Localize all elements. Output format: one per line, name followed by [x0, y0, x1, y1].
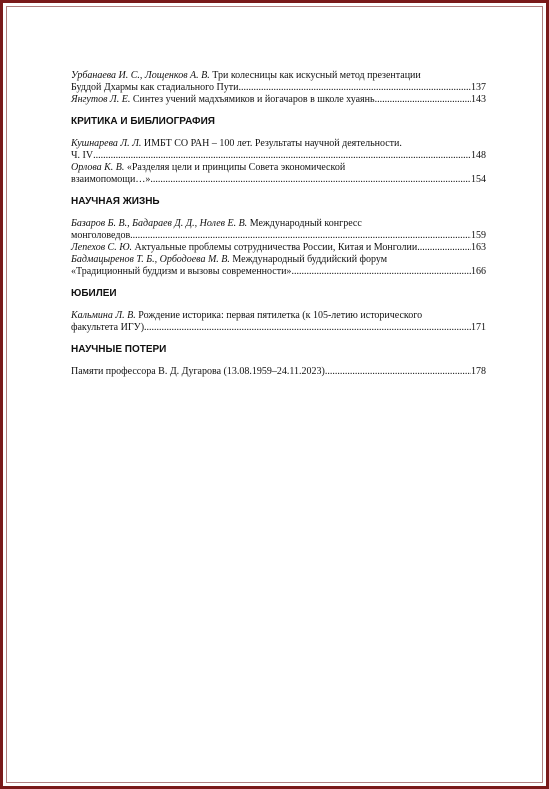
dot-leader	[93, 150, 471, 162]
entry-author: Орлова К. В.	[71, 162, 125, 173]
toc-entry-leader[interactable]	[71, 174, 486, 186]
entry-title-cont: Ч. IV	[71, 150, 94, 161]
entry-title: Актуальные проблемы сотрудничества России, Китая и Монголии	[134, 242, 418, 253]
toc-entry[interactable]	[71, 70, 486, 82]
dot-leader	[375, 94, 471, 106]
toc-entry-leader[interactable]	[71, 150, 486, 162]
section-heading-science-life: НАУЧНАЯ ЖИЗНЬ	[71, 196, 160, 207]
entry-author: Кальмина Л. В.	[71, 310, 136, 321]
page-number: 137	[471, 82, 486, 93]
entry-title: Международный конгресс	[249, 218, 362, 229]
entry-title: Синтез учений мадхъямиков и йогачаров в школе хуаянь	[132, 94, 375, 105]
entry-author: Янгутов Л. Е.	[71, 94, 131, 105]
toc-entry[interactable]	[71, 310, 486, 322]
toc-entry[interactable]	[71, 242, 486, 254]
entry-title: Рождение историка: первая пятилетка (к 105-летию исторического	[138, 310, 423, 321]
toc-entry-leader[interactable]	[71, 322, 486, 334]
section-heading-critique: КРИТИКА И БИБЛИОГРАФИЯ	[71, 116, 215, 127]
toc-entry[interactable]	[71, 366, 486, 378]
entry-title: ИМБТ СО РАН – 100 лет. Результаты научной деятельности.	[143, 138, 402, 149]
toc-entry[interactable]	[71, 218, 486, 230]
section-heading-losses: НАУЧНЫЕ ПОТЕРИ	[71, 344, 167, 355]
dot-leader	[150, 174, 471, 186]
toc-entry[interactable]	[71, 94, 486, 106]
entry-author: Лепехов С. Ю.	[71, 242, 133, 253]
entry-title-cont: взаимопомощи…»	[71, 174, 151, 185]
entry-title: «Разделяя цели и принципы Совета экономической	[126, 162, 346, 173]
page-number: 163	[471, 242, 486, 253]
table-of-contents	[71, 70, 486, 378]
entry-author: Урбанаева И. С., Лощенков А. В.	[71, 70, 210, 81]
dot-leader	[144, 322, 471, 334]
entry-author: Базаров Б. В., Бадараев Д. Д., Нолев Е. В.	[71, 218, 248, 229]
page-number: 154	[471, 174, 486, 185]
page-number: 148	[471, 150, 486, 161]
page-number: 178	[471, 366, 486, 377]
toc-entry[interactable]	[71, 162, 486, 174]
entry-author: Бадмацыренов Т. Б., Орбодоева М. В.	[71, 254, 230, 265]
toc-entry-leader[interactable]	[71, 82, 486, 94]
entry-author: Кушнарева Л. Л.	[71, 138, 142, 149]
dot-leader	[238, 82, 471, 94]
dot-leader	[325, 366, 471, 378]
dot-leader	[130, 230, 471, 242]
entry-title-cont: монголоведов	[71, 230, 131, 241]
toc-entry-leader[interactable]	[71, 230, 486, 242]
toc-entry-leader[interactable]	[71, 266, 486, 278]
entry-title-cont: факультета ИГУ)	[71, 322, 145, 333]
entry-title-cont: Буддой Дхармы как стадиального Пути	[71, 82, 239, 93]
entry-title-cont: «Традиционный буддизм и вызовы современности»	[71, 266, 292, 277]
toc-entry[interactable]	[71, 254, 486, 266]
page-number: 166	[471, 266, 486, 277]
dot-leader	[291, 266, 471, 278]
toc-entry[interactable]	[71, 138, 486, 150]
entry-title: Три колесницы как искусный метод презентации	[212, 70, 421, 81]
page-number: 159	[471, 230, 486, 241]
dot-leader	[417, 242, 471, 254]
entry-title: Международный буддийский форум	[232, 254, 388, 265]
page-number: 143	[471, 94, 486, 105]
page-number: 171	[471, 322, 486, 333]
section-heading-jubilee: ЮБИЛЕИ	[71, 288, 117, 299]
entry-title: Памяти профессора В. Д. Дугарова (13.08.1959–24.11.2023)	[71, 366, 325, 377]
